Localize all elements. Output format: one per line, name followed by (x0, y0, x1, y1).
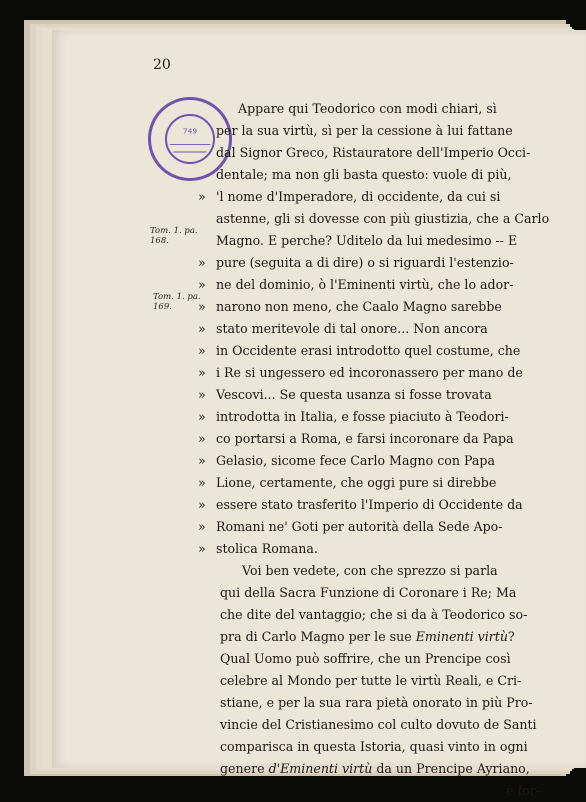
text-line: Voi ben vedete, con che sprezzo si parla (242, 563, 498, 578)
page-number: 20 (153, 57, 171, 73)
margin-note-1: Tom. 1. pa. 168. (150, 226, 198, 246)
text-line: Appare qui Teodorico con modi chiari, sì (238, 101, 497, 116)
body-text: Appare qui Teodorico con modi chiari, sì per la sua virtù, sì per la cessione à lui fattane dal Signor Greco, Ristauratore dell'Imperio Occi- dentale; ma non gli basta questo: vuole di più, » 'l nome d'Imperadore, di occidente, da cui si astenne, gli si dovesse con più giustizia, che a Carlo Magno. E perche? Uditelo da lui medesimo -- E » pure (seguita a di dire) o si riguardi l'estenzio- » ne del dominio, ò l'Eminenti virtù, che lo ador- » narono non meno, che Caalo Magno sarebbe » stato meritevole di tal onore... Non ancora » in Occidente erasi introdotto quel costume, che » i Re si ungessero ed incoronassero per mano de » Vescovi... Se questa usanza si fosse trovata » introdotta in Italia, e fosse piaciuto à Teodori- » co portarsi a Roma, e farsi incoronare da Papa » Gelasio, sicome fece Carlo Magno con Papa » Lione, certamente, che oggi pure si direbbe » essere stato trasferito l'Imperio di Occidente da » Romani ne' Goti per autorità della Sede Apo- » stolica Romana. Voi ben vedete, con che sprezzo si parla qui della Sacra Funzione di Coronare i Re; Ma che dite del vantaggio; che si da à Teodorico so- pra di Carlo Magno per le sue Eminenti virtù? Qual Uomo può soffrire, che un Prencipe così celebre al Mondo per tutte le virtù Reali, e Cri- stiane, e per la sua rara pietà onorato in più Pro- vincie del Cristianesimo col culto dovuto de Santi comparisca in questa Istoria, quasi vinto in ogni genere d'Eminenti virtù da un Prencipe Ayriano, e for- (220, 98, 540, 802)
catchword: e for- (506, 783, 540, 798)
stamp-inner-number: 749 (182, 126, 198, 136)
margin-note-2: Tom. 1. pa. 169. (153, 292, 201, 312)
